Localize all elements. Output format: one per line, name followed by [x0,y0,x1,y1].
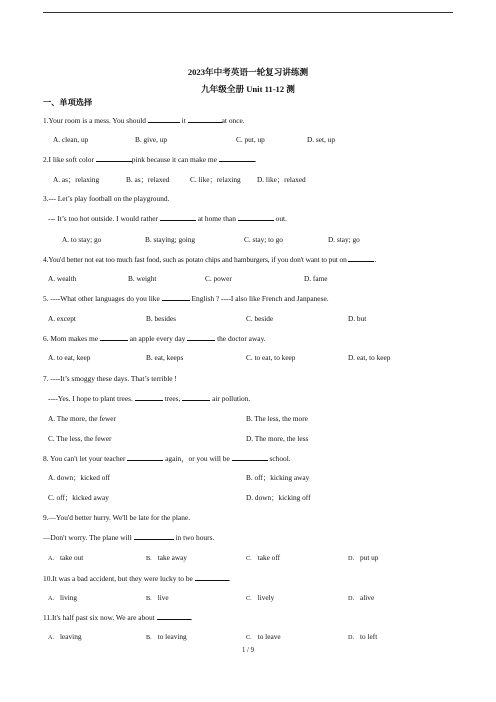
answer-blank [160,214,196,221]
question-7-reply: ----Yes. I hope to plant trees. trees, air pollution. [48,394,251,403]
option-c[interactable]: C. like；relaxing [190,175,241,184]
answer-blank [96,155,132,162]
question-10: 10.It was a bad accident, but they were lucky to be . [43,574,231,583]
option-d[interactable]: D. The more, the less [246,434,309,443]
answer-blank [134,533,174,540]
answer-blank [232,454,268,461]
option-c[interactable]: C. to eat, to keep [246,353,296,362]
option-c[interactable]: C. beside [246,314,274,323]
answer-blank [135,394,163,401]
option-a[interactable]: A. except [48,314,76,323]
option-b[interactable]: B. The less, the more [246,414,308,423]
header-rule [43,12,453,13]
option-a[interactable]: A. The more, the fewer [48,414,116,423]
answer-blank [148,116,180,123]
option-b[interactable]: B. staying; going [145,235,196,244]
option-d[interactable]: D. alive [348,593,375,602]
option-d[interactable]: D. fame [304,274,328,283]
options-8b [0,493,496,503]
question-6: 6. Mom makes me an apple every day the doctor away. [43,334,266,343]
option-b[interactable]: B. besides [146,314,176,323]
option-a[interactable]: A. leaving [48,632,82,641]
question-9-reply: —Don't worry. The plane will in two hours. [43,533,215,542]
option-d[interactable]: D. put up [348,553,379,562]
option-c[interactable]: C. to leave [246,632,281,641]
question-1: 1.Your room is a mess. You should it at once. [43,116,245,125]
answer-blank [182,394,210,401]
question-11: 11.It's half past six now. We are about . [43,613,193,622]
option-d[interactable]: D. like；relaxed [257,175,306,184]
option-a[interactable]: A. living [48,593,78,602]
question-9: 9.—You'd better hurry. We'll be late for the plane. [43,513,191,522]
answer-blank [162,294,190,301]
page-subtitle: 九年级全册 Unit 11-12 测 [201,84,295,94]
option-c[interactable]: C. stay; to go [244,235,283,244]
option-a[interactable]: A. as；relaxing [53,175,100,184]
options-5 [0,314,496,324]
option-a[interactable]: A. clean, up [53,135,89,144]
answer-blank [157,613,191,620]
answer-blank [100,334,128,341]
options-1 [0,135,496,145]
section-heading: 一、单项选择 [43,98,93,107]
options-8a [0,473,496,483]
option-c[interactable]: C. lively [246,593,275,602]
options-9 [0,553,496,563]
answer-blank [238,214,274,221]
answer-blank [348,255,374,262]
answer-blank [188,116,222,123]
option-a[interactable]: A. wealth [48,274,77,283]
question-4: 4.You'd better not eat too much fast food, such as potato chips and hamburgers, if you don't want to put on . [43,255,377,264]
options-4 [0,274,496,284]
question-7: 7. ----It’s smoggy these days. That’s terrible ! [43,374,177,383]
options-7b [0,434,496,444]
option-b[interactable]: B. to leaving [146,632,187,641]
option-c[interactable]: C. power [205,274,232,283]
option-a[interactable]: A. take out [48,553,84,562]
option-d[interactable]: D. stay; go [328,235,360,244]
option-c[interactable]: C. take off [246,553,281,562]
option-b[interactable]: B. weight [128,274,157,283]
page-title: 2023年中考英语一轮复习讲练测 [187,67,309,77]
option-d[interactable]: D. eat, to keep [348,353,391,362]
options-6 [0,353,496,363]
option-c[interactable]: C. off；kicked away [48,493,109,502]
options-7a [0,414,496,424]
option-c[interactable]: C. The less, the fewer [48,434,112,443]
options-3 [0,235,496,245]
option-a[interactable]: A. to eat, keep [48,353,91,362]
option-b[interactable]: B. give, up [135,135,168,144]
option-d[interactable]: D. down；kicking off [246,493,311,502]
page-number: 1 / 9 [241,647,255,654]
options-2 [0,175,496,185]
answer-blank [195,574,229,581]
question-5: 5. ----What other languages do you like English ? ----I also like French and Janpanese. [43,294,329,303]
option-d[interactable]: D. but [348,314,367,323]
option-b[interactable]: B. take away [146,553,188,562]
option-b[interactable]: B. as；relaxed [126,175,170,184]
option-d[interactable]: D. set, up [307,135,335,144]
options-10 [0,593,496,603]
answer-blank [219,155,255,162]
question-8: 8. You can't let your teacher again，or you will be school. [43,454,291,463]
question-3: 3.--- Let’s play football on the playground. [43,194,170,203]
answer-blank [187,334,215,341]
option-a[interactable]: A. down；kicked off [48,473,111,482]
option-b[interactable]: B. eat, keeps [146,353,184,362]
question-2: 2.I like soft color pink because it can make me . [43,155,257,164]
option-b[interactable]: B. live [146,593,169,602]
option-d[interactable]: D. to left [348,632,378,641]
question-3-reply: --- It’s too hot outside. I would rather at home than out. [48,214,287,223]
options-11 [0,632,496,642]
option-c[interactable]: C. put, up [236,135,265,144]
answer-blank [127,454,163,461]
option-a[interactable]: A. to stay; go [62,235,102,244]
option-b[interactable]: B. off；kicking away [246,473,310,482]
